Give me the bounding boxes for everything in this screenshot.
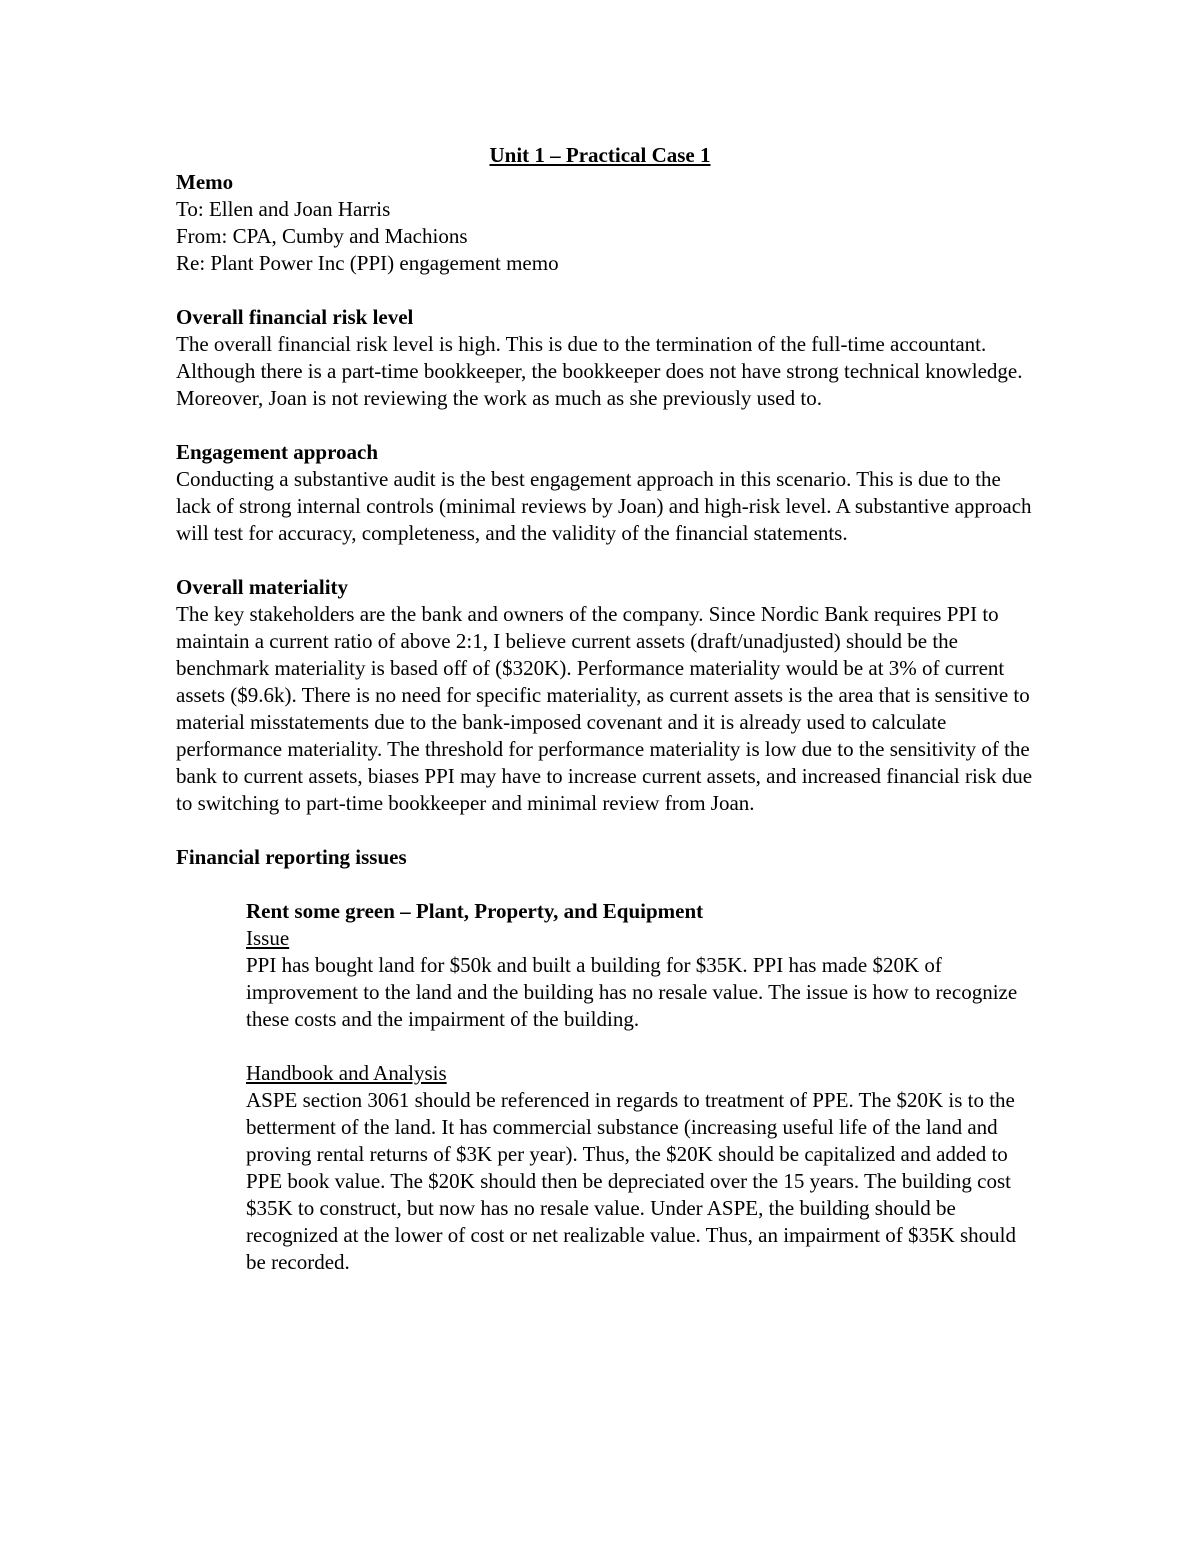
analysis-label: Handbook and Analysis (246, 1061, 447, 1085)
materiality-paragraph: The key stakeholders are the bank and owners of the company. Since Nordic Bank requires PPI to maintain a current ratio of above 2:1, I believe current assets (draft/unadjusted) should be the benchmark materiality is based off of ($320K). Performance materiality would be at 3% of current assets ($9.6k). There is no need for specific materiality, as current assets is the area that is sensitive to material misstatements due to the bank-imposed covenant and it is already used to calculate performance materiality. The threshold for performance materiality is low due to the sensitivity of the bank to current assets, biases PPI may have to increase current assets, and increased financial risk due to switching to part-time bookkeeper and minimal review from Joan. (176, 602, 1033, 815)
document-title: Unit 1 – Practical Case 1 (489, 143, 711, 167)
approach-heading: Engagement approach (176, 440, 379, 464)
spacer (176, 817, 1036, 844)
spacer (176, 412, 1036, 439)
ppe-section (246, 898, 1036, 1276)
memo-body (176, 142, 1036, 1276)
memo-from-line: From: CPA, Cumby and Machions (176, 224, 468, 248)
memo-heading: Memo (176, 170, 234, 194)
risk-heading: Overall financial risk level (176, 305, 414, 329)
spacer (176, 871, 1036, 898)
ppe-subheading: Rent some green – Plant, Property, and Equipment (246, 899, 704, 923)
materiality-heading: Overall materiality (176, 575, 349, 599)
memo-re-line: Re: Plant Power Inc (PPI) engagement memo (176, 251, 559, 275)
memo-to-line: To: Ellen and Joan Harris (176, 197, 391, 221)
analysis-paragraph: ASPE section 3061 should be referenced in regards to treatment of PPE. The $20K is to the betterment of the land. It has commercial substance (increasing useful life of the land and proving rental returns of $3K per year). Thus, the $20K should be capitalized and added to PPE book value. The $20K should then be depreciated over the 15 years. The building cost $35K to construct, but now has no resale value. Under ASPE, the building should be recognized at the lower of cost or net realizable value. Thus, an impairment of $35K should be recorded. (246, 1088, 1016, 1274)
approach-paragraph: Conducting a substantive audit is the best engagement approach in this scenario. This is due to the lack of strong internal controls (minimal reviews by Joan) and high-risk level. A substantive approach will test for accuracy, completeness, and the validity of the financial statements. (176, 467, 1032, 545)
spacer (246, 1033, 1036, 1060)
issue-paragraph: PPI has bought land for $50k and built a building for $35K. PPI has made $20K of improvement to the land and the building has no resale value. The issue is how to recognize these costs and the impairment of the building. (246, 953, 1018, 1031)
spacer (176, 277, 1036, 304)
spacer (176, 547, 1036, 574)
reporting-heading: Financial reporting issues (176, 845, 407, 869)
risk-paragraph: The overall financial risk level is high. This is due to the termination of the full-time accountant. Although there is a part-time bookkeeper, the bookkeeper does not have strong technical knowledge. Moreover, Joan is not reviewing the work as much as she previously used to. (176, 332, 1023, 410)
issue-label: Issue (246, 926, 290, 950)
